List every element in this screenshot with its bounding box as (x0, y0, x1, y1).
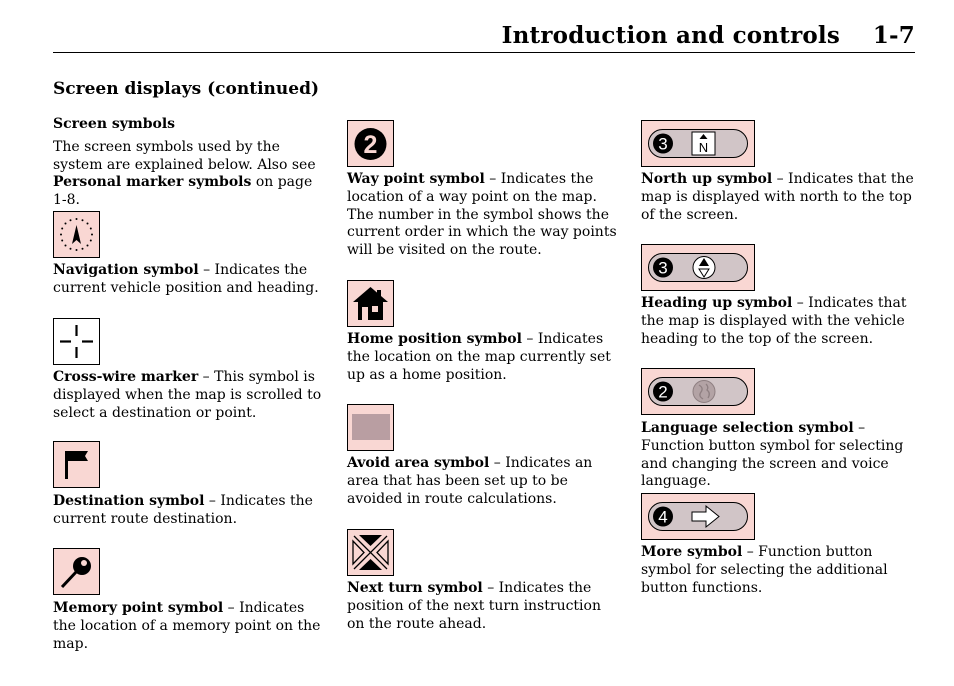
memory-description: Memory point symbol – Indicates the location of a memory point on the map. (53, 600, 321, 652)
home-description: Home position symbol – Indicates the location on the map currently set up as a home position. (347, 331, 611, 383)
flag-icon (53, 441, 100, 488)
avoid-area-swatch (352, 414, 390, 440)
language-description: Language selection symbol – Function button symbol for selecting and changing the screen and voice language. (641, 420, 904, 490)
home-icon (347, 280, 394, 327)
column-1 (53, 116, 325, 210)
navigation-icon (53, 211, 100, 258)
page-header (53, 14, 915, 53)
north-up-number: 3 (658, 134, 668, 154)
subheading-screen-symbols: Screen symbols (53, 116, 176, 132)
section-title: Screen displays (continued) (53, 79, 320, 99)
language-button-icon (641, 368, 755, 415)
more-description: More symbol – Function button symbol for selecting the additional button functions. (641, 544, 888, 596)
destination-description: Destination symbol – Indicates the current route destination. (53, 493, 313, 527)
intro-paragraph: The screen symbols used by the system are explained below. Also see Personal marker symbols on page 1-8. (53, 138, 316, 209)
waypoint-description: Way point symbol – Indicates the location of a way point on the map. The number in the symbol shows the current order in which the way points will be visited on the route. (347, 171, 617, 259)
avoid-area-icon (347, 404, 394, 451)
crosswire-icon (53, 318, 100, 365)
nextturn-description: Next turn symbol – Indicates the position of the next turn instruction on the route ahead. (347, 580, 601, 632)
waypoint-icon (347, 120, 394, 167)
more-number: 4 (658, 507, 668, 527)
language-number: 2 (658, 382, 668, 402)
more-button-icon (641, 493, 755, 540)
north-up-button-icon (641, 120, 755, 167)
northup-description: North up symbol – Indicates that the map is displayed with north to the top of the screen. (641, 171, 914, 223)
memory-pin-icon (53, 548, 100, 595)
headingup-description: Heading up symbol – Indicates that the map is displayed with the vehicle heading to the top of the screen. (641, 295, 907, 347)
navigation-description: Navigation symbol – Indicates the current vehicle position and heading. (53, 262, 319, 296)
crosswire-description: Cross-wire marker – This symbol is displayed when the map is scrolled to select a destination or point. (53, 369, 322, 421)
heading-up-number: 3 (658, 258, 668, 278)
avoid-description: Avoid area symbol – Indicates an area that has been set up to be avoided in route calculations. (347, 455, 593, 507)
waypoint-number: 2 (363, 131, 378, 159)
heading-up-button-icon (641, 244, 755, 291)
next-turn-icon (347, 529, 394, 576)
page-title: Introduction and controls 1-7 (501, 22, 915, 49)
north-letter: N (698, 140, 709, 155)
